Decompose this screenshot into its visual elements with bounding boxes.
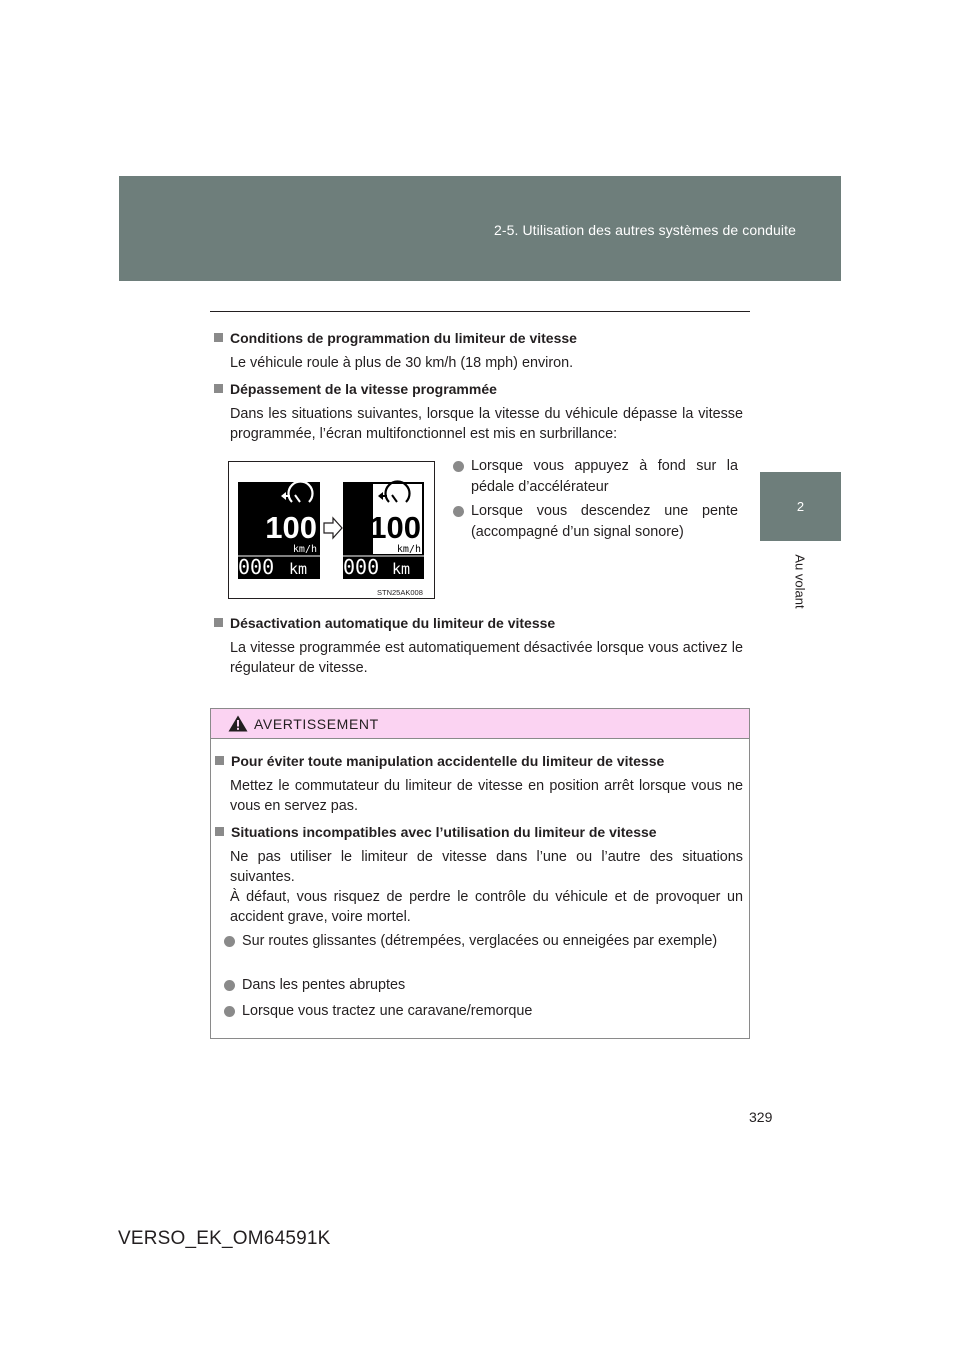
square-bullet-icon xyxy=(214,618,223,627)
speed-unit-highlighted: km/h xyxy=(396,544,421,555)
square-bullet-icon xyxy=(214,333,223,342)
list-item: Dans les pentes abruptes xyxy=(224,975,743,996)
warning-box xyxy=(210,708,750,1039)
odometer-unit-2: km xyxy=(392,560,411,578)
round-bullet-icon xyxy=(453,461,464,472)
section-title: 2-5. Utilisation des autres systèmes de conduite xyxy=(493,222,796,238)
top-divider xyxy=(210,311,750,312)
page-number: 329 xyxy=(749,1109,773,1125)
warning-heading-2: Situations incompatibles avec l’utilisation du limiteur de vitesse xyxy=(215,822,657,842)
warning-title: AVERTISSEMENT xyxy=(254,716,379,732)
arrow-right-icon xyxy=(324,518,342,538)
square-bullet-icon xyxy=(214,384,223,393)
list-item: Lorsque vous descendez une pente (accompagné d’un signal sonore) xyxy=(453,501,738,543)
odometer-value-2: 000 xyxy=(343,555,380,579)
round-bullet-icon xyxy=(453,506,464,517)
section-text-3: La vitesse programmée est automatiquement désactivée lorsque vous activez le régulateur de vitesse. xyxy=(230,640,743,676)
section-heading-3: Désactivation automatique du limiteur de vitesse xyxy=(214,613,555,633)
section-heading-1: Conditions de programmation du limiteur de vitesse xyxy=(214,328,577,348)
speed-value-highlighted: 100 xyxy=(369,510,421,545)
list-item: Lorsque vous appuyez à fond sur la pédale d’accélérateur xyxy=(453,456,738,498)
section-text-1: Le véhicule roule à plus de 30 km/h (18 mph) environ. xyxy=(230,355,574,371)
display-normal xyxy=(238,482,320,579)
warning-triangle-icon xyxy=(228,715,248,732)
warning-header xyxy=(211,709,749,739)
chapter-number: 2 xyxy=(796,499,805,514)
warning-text-3: À défaut, vous risquez de perdre le contrôle du véhicule et de provoquer un accident grave, voire mortel. xyxy=(230,889,743,925)
list-item: Sur routes glissantes (détrempées, verglacées ou enneigées par exemple) xyxy=(224,931,743,952)
speed-unit: km/h xyxy=(292,544,317,555)
document-code: VERSO_EK_OM64591K xyxy=(118,1228,331,1249)
multi-information-display-figure xyxy=(228,461,435,599)
section-text-2: Dans les situations suivantes, lorsque la vitesse du véhicule dépasse la vitesse programmée, l’écran multifonctionnel est mis en surbrillance: xyxy=(230,406,743,442)
figure-code: STN25AK008 xyxy=(377,588,423,597)
section-header-band xyxy=(119,176,841,281)
round-bullet-icon xyxy=(224,936,235,947)
round-bullet-icon xyxy=(224,1006,235,1017)
odometer-value: 000 xyxy=(238,555,275,579)
speed-value: 100 xyxy=(265,510,317,545)
square-bullet-icon xyxy=(215,827,224,836)
list-item: Lorsque vous tractez une caravane/remorque xyxy=(224,1001,743,1022)
warning-text-1: Mettez le commutateur du limiteur de vitesse en position arrêt lorsque vous ne vous en servez pas. xyxy=(230,778,743,814)
section-heading-2: Dépassement de la vitesse programmée xyxy=(214,379,497,399)
display-highlighted xyxy=(343,482,424,579)
odometer-unit: km xyxy=(289,560,308,578)
warning-heading-1: Pour éviter toute manipulation accidentelle du limiteur de vitesse xyxy=(215,751,664,771)
round-bullet-icon xyxy=(224,980,235,991)
chapter-label: Au volant xyxy=(792,554,808,609)
square-bullet-icon xyxy=(215,756,224,765)
chapter-tab xyxy=(760,472,841,541)
warning-text-2: Ne pas utiliser le limiteur de vitesse dans l’une ou l’autre des situations suivantes. xyxy=(230,849,743,885)
